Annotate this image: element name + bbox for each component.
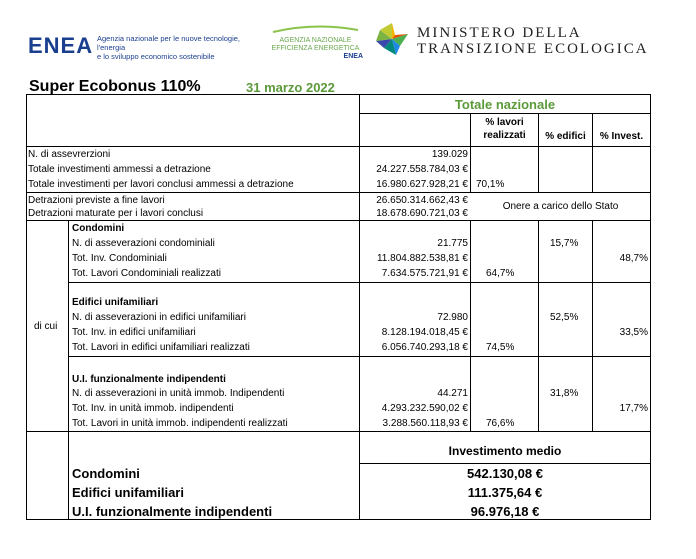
ministero-line-1: MINISTERO DELLA [417, 25, 582, 41]
di-cui-label: di cui [34, 321, 58, 332]
agenzia-line-1: AGENZIA NAZIONALE [279, 37, 352, 44]
ministero-star-icon [374, 22, 410, 56]
condomini-pct-lavori: 64,7% [486, 268, 515, 279]
edifici-pct-edifici: 52,5% [550, 312, 579, 323]
ui-row-value: 3.288.560.118,93 € [382, 418, 468, 429]
col-header-invest: % Invest. [599, 131, 644, 142]
edifici-row-value: 6.056.740.293,18 € [381, 342, 468, 353]
enea-desc-line-2: e lo sviluppo economico sostenibile [97, 52, 215, 61]
row-label-asseverazioni: N. di assevrerzioni [28, 149, 111, 160]
ui-row-label: N. di asseverazioni in unità immob. Indipendenti [72, 388, 285, 399]
grid-line [68, 220, 69, 520]
grid-line [26, 94, 651, 95]
edifici-row-label: Tot. Lavori in edifici unifamiliari realizzati [72, 342, 250, 353]
inv-medio-label-ui: U.I. funzionalmente indipendenti [72, 504, 273, 519]
ui-row-value: 44.271 [437, 388, 468, 399]
row-value-detrazioni-previste: 26.650.314.662,43 € [376, 195, 468, 206]
enea-logo: ENEA [28, 33, 94, 58]
ui-pct-edifici: 31,8% [550, 388, 579, 399]
row-pct-lavori-conclusi: 70,1% [476, 179, 505, 190]
grid-line [538, 113, 539, 192]
row-value-asseverazioni: 139.029 [431, 149, 468, 160]
condomini-row-label: N. di asseverazioni condominiali [72, 238, 215, 249]
grid-line [592, 113, 593, 192]
inv-medio-label-edifici: Edifici unifamiliari [72, 485, 184, 500]
grid-line [26, 192, 651, 193]
grid-line [538, 220, 539, 431]
ministero-text [417, 25, 649, 57]
report-date: 31 marzo 2022 [246, 80, 335, 95]
enea-description [97, 34, 257, 61]
edifici-pct-invest: 33,5% [619, 327, 648, 338]
agenzia-line-3: ENEA [343, 53, 363, 60]
onere-stato-note: Onere a carico dello Stato [502, 201, 619, 212]
enea-desc-line-1: Agenzia nazionale per le nuove tecnologie, l'energia [97, 34, 241, 52]
ui-row-label: Tot. Lavori in unità immob. indipendenti realizzati [72, 418, 288, 429]
page-title: Super Ecobonus 110% [29, 78, 201, 95]
grid-line [26, 220, 651, 221]
totale-nazionale-header: Totale nazionale [454, 97, 556, 112]
condomini-row-value: 7.634.575.721,91 € [381, 268, 468, 279]
col-header-lavori [471, 116, 538, 142]
agenzia-swoosh-icon [268, 24, 363, 34]
inv-medio-value-ui: 96.976,18 € [470, 504, 540, 519]
row-label-detrazioni-maturate: Detrazioni maturate per i lavori conclusi [28, 208, 204, 219]
grid-line [470, 220, 471, 431]
grid-line [359, 463, 651, 464]
ui-pct-invest: 17,7% [619, 403, 648, 414]
inv-medio-value-edifici: 111.375,64 € [467, 485, 543, 500]
inv-medio-value-condomini: 542.130,08 € [467, 466, 543, 481]
section-title-ui: U.I. funzionalmente indipendenti [72, 374, 226, 385]
ui-pct-lavori: 76,6% [486, 418, 515, 429]
condomini-pct-edifici: 15,7% [550, 238, 579, 249]
agenzia-logo [268, 24, 363, 61]
condomini-row-label: Tot. Inv. Condominiali [72, 253, 167, 264]
condomini-row-label: Tot. Lavori Condominiali realizzati [72, 268, 221, 279]
agenzia-line-2: EFFICIENZA ENERGETICA [271, 45, 360, 52]
col-header-lavori-line-1: % lavori [485, 117, 524, 128]
col-header-edifici: % edifici [545, 131, 586, 142]
condomini-row-value: 11.804.882.538,81 € [376, 253, 468, 264]
row-value-detrazioni-maturate: 18.678.690.721,03 € [376, 208, 468, 219]
inv-medio-label-condomini: Condomini [72, 466, 140, 481]
row-label-lavori-conclusi: Totale investimenti per lavori conclusi ammessi a detrazione [28, 179, 294, 190]
section-title-condomini: Condomini [72, 223, 125, 234]
condomini-row-value: 21.775 [437, 238, 468, 249]
edifici-row-label: N. di asseverazioni in edifici unifamiliari [72, 312, 246, 323]
ui-row-label: Tot. Inv. in unità immob. indipendenti [72, 403, 234, 414]
grid-line [26, 94, 27, 520]
row-value-investimenti: 24.227.558.784,03 € [376, 164, 468, 175]
col-header-lavori-line-2: realizzati [483, 130, 526, 141]
grid-line [26, 431, 651, 432]
edifici-row-value: 72.980 [437, 312, 468, 323]
edifici-row-value: 8.128.194.018,45 € [381, 327, 468, 338]
row-label-detrazioni-previste: Detrazioni previste a fine lavori [28, 195, 165, 206]
edifici-row-label: Tot. Inv. in edifici unifamiliari [72, 327, 196, 338]
grid-line [359, 113, 651, 114]
row-value-lavori-conclusi: 16.980.627.928,21 € [376, 179, 468, 190]
edifici-pct-lavori: 74,5% [486, 342, 515, 353]
condomini-pct-invest: 48,7% [619, 253, 648, 264]
ecobonus-table [26, 94, 651, 520]
grid-line [650, 94, 651, 520]
header-logos [0, 0, 696, 70]
ui-row-value: 4.293.232.590,02 € [381, 403, 468, 414]
grid-line [26, 146, 651, 147]
section-title-edifici: Edifici unifamiliari [72, 297, 159, 308]
row-label-investimenti: Totale investimenti ammessi a detrazione [28, 164, 211, 175]
ministero-line-2: TRANSIZIONE ECOLOGICA [417, 41, 649, 57]
investimento-medio-header: Investimento medio [448, 444, 562, 458]
